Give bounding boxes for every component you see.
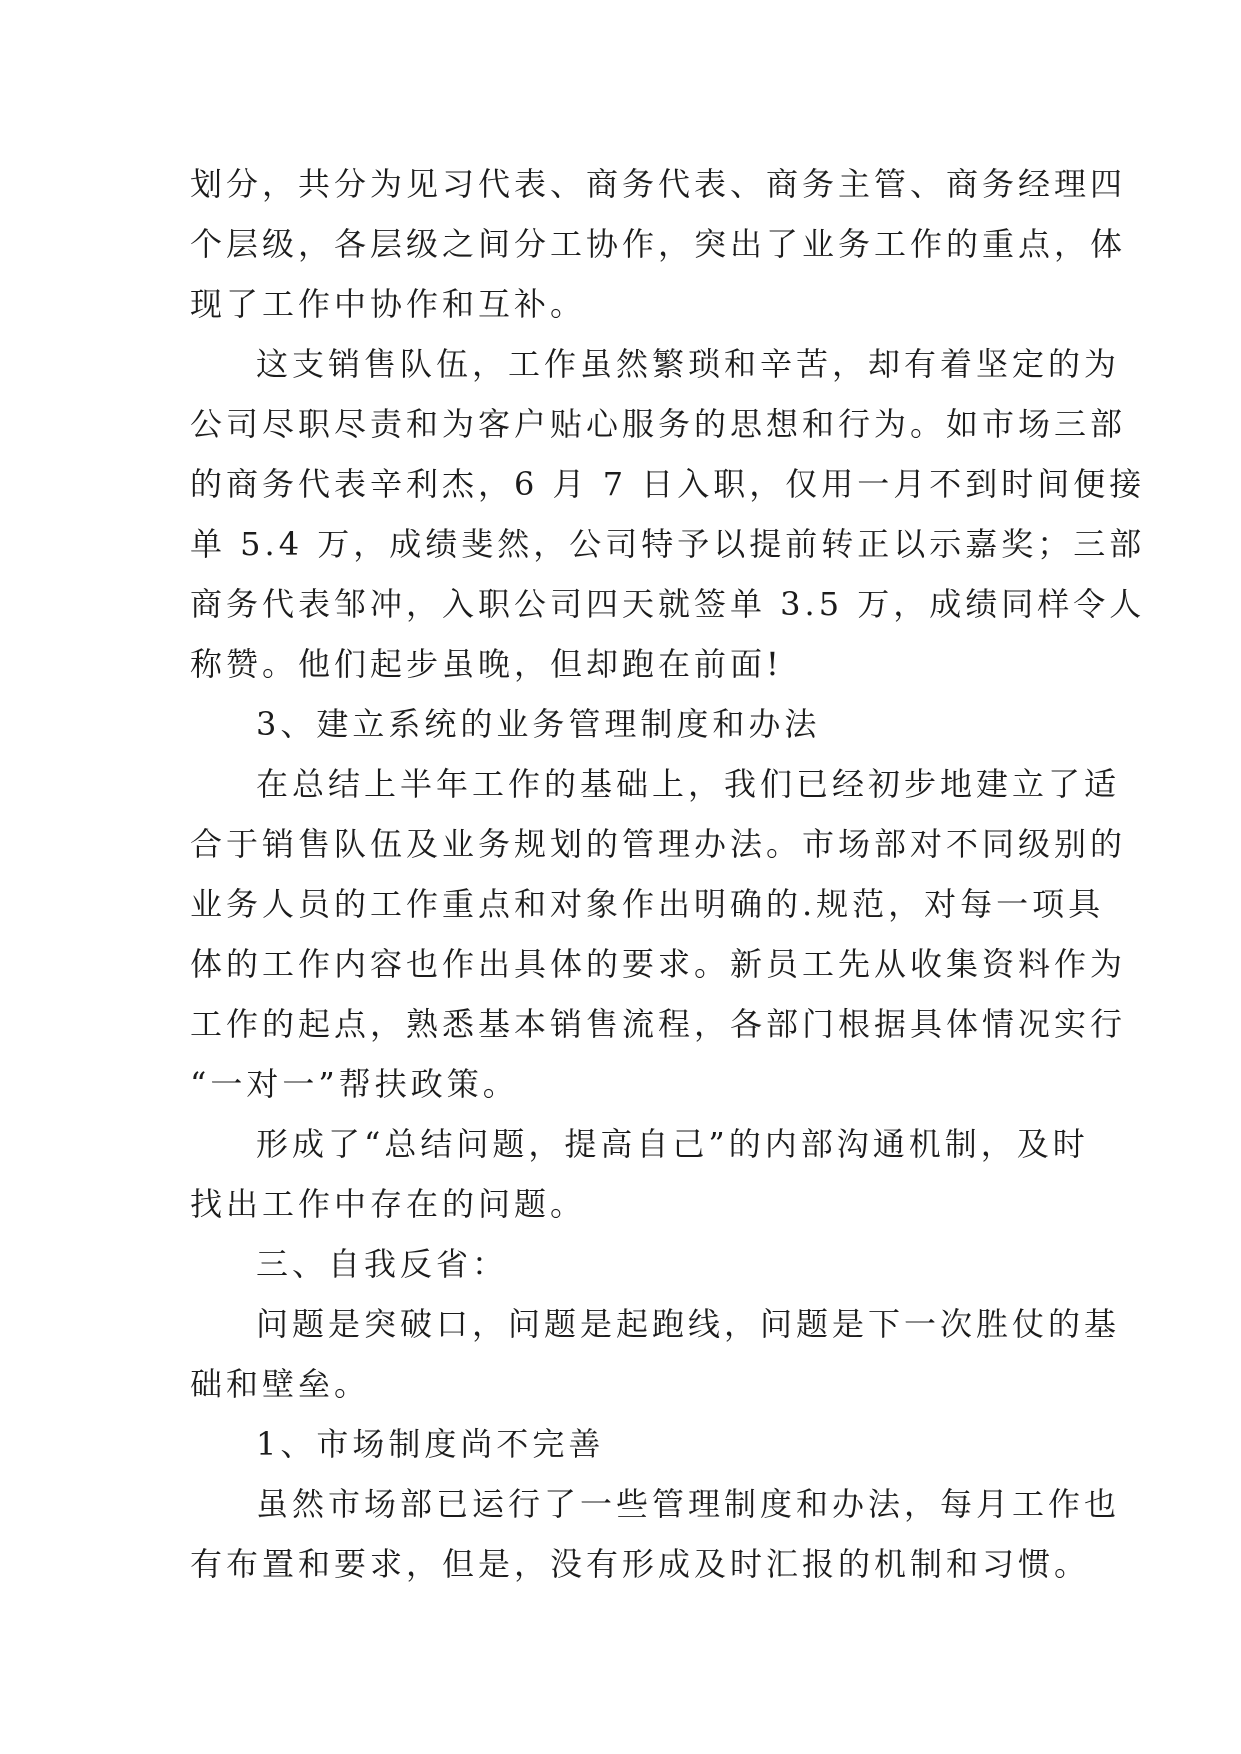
- paragraph-start: 形成了“总结问题，提高自己”的内部沟通机制，及时: [256, 1125, 1089, 1163]
- paragraph-start: 问题是突破口，问题是起跑线，问题是下一次胜仗的基: [256, 1305, 1121, 1343]
- text-line: 个层级，各层级之间分工协作，突出了业务工作的重点，体: [190, 225, 1127, 263]
- document-body: [190, 154, 1146, 1594]
- paragraph-start: 这支销售队伍，工作虽然繁琐和辛苦，却有着坚定的为: [256, 345, 1121, 383]
- text-line: 工作的起点，熟悉基本销售流程，各部门根据具体情况实行: [190, 1005, 1127, 1043]
- text-line: 称赞。他们起步虽晚，但却跑在前面!: [190, 645, 783, 683]
- text-line: 找出工作中存在的问题。: [190, 1185, 587, 1223]
- text-line: 现了工作中协作和互补。: [190, 285, 587, 323]
- text-line: 体的工作内容也作出具体的要求。新员工先从收集资料作为: [190, 945, 1127, 983]
- text-line: 的商务代表辛利杰，6 月 7 日入职，仅用一月不到时间便接: [190, 465, 1146, 503]
- section-heading: 三、自我反省：: [256, 1245, 509, 1283]
- text-line: 商务代表邹冲，入职公司四天就签单 3.5 万，成绩同样令人: [190, 585, 1146, 623]
- paragraph-start: 在总结上半年工作的基础上，我们已经初步地建立了适: [256, 765, 1121, 803]
- paragraph-start: 虽然市场部已运行了一些管理制度和办法，每月工作也: [256, 1485, 1121, 1523]
- text-line: 合于销售队伍及业务规划的管理办法。市场部对不同级别的: [190, 825, 1127, 863]
- text-line: “一对一”帮扶政策。: [190, 1065, 519, 1103]
- text-line: 划分，共分为见习代表、商务代表、商务主管、商务经理四: [190, 165, 1127, 203]
- text-line: 础和壁垒。: [190, 1365, 371, 1403]
- text-line: 有布置和要求，但是，没有形成及时汇报的机制和习惯。: [190, 1545, 1091, 1583]
- section-heading: 3、建立系统的业务管理制度和办法: [256, 705, 821, 743]
- section-heading: 1、市场制度尚不完善: [256, 1425, 605, 1463]
- text-line: 业务人员的工作重点和对象作出明确的.规范，对每一项具: [190, 885, 1105, 923]
- text-line: 单 5.4 万，成绩斐然，公司特予以提前转正以示嘉奖；三部: [190, 525, 1146, 563]
- text-line: 公司尽职尽责和为客户贴心服务的思想和行为。如市场三部: [190, 405, 1127, 443]
